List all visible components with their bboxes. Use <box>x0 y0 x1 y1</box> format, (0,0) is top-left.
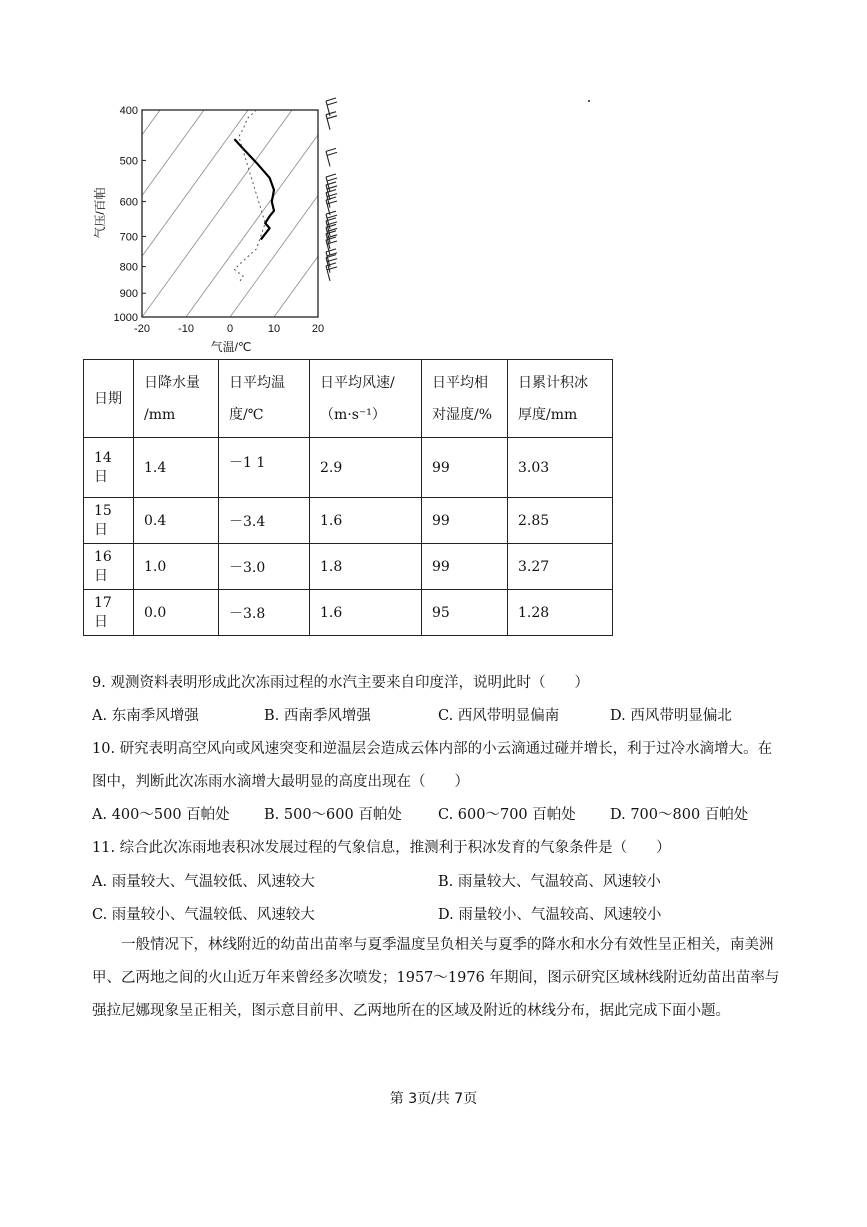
table-cell: 3.03 <box>508 438 613 498</box>
observation-table <box>83 359 613 636</box>
temperature-pressure-chart <box>90 95 370 357</box>
question-9-stem: 9. 观测资料表明形成此次冻雨过程的水汽主要来自印度洋，说明此时（ ） <box>92 675 589 691</box>
table-cell: 0.4 <box>134 498 219 544</box>
table-cell: 1.0 <box>134 544 219 590</box>
page-footer: 第 3页/共 7页 <box>389 1091 478 1107</box>
x-tick-label: 10 <box>267 323 281 335</box>
table-cell: 16日 <box>84 544 134 590</box>
table-cell: 1.28 <box>508 590 613 636</box>
wind-barb-flag <box>326 98 336 101</box>
isotherm-line <box>274 110 370 317</box>
y-tick-labels <box>114 105 146 324</box>
table-cell: 2.85 <box>508 498 613 544</box>
table-header-row <box>84 360 613 438</box>
q10-option-d[interactable]: D. 700～800 百帕处 <box>610 807 749 823</box>
table-cell: 1.6 <box>310 590 422 636</box>
q10-option-c[interactable]: C. 600～700 百帕处 <box>438 807 576 823</box>
q11-option-d[interactable]: D. 雨量较小、气温较高、风速较小 <box>438 907 662 923</box>
plot-frame <box>142 110 318 317</box>
table-cell: －3.4 <box>219 498 310 544</box>
isotherm-line <box>98 110 248 317</box>
y-tick-label: 400 <box>119 105 138 117</box>
isotherm-line <box>142 110 292 317</box>
reading-passage: 一般情况下，林线附近的幼苗出苗率与夏季温度呈负相关与夏季的降水和水分有效性呈正相关，南美洲甲、乙两地之间的火山近万年来曾经多次喷发；1957～1976 年期间，图示研究区域林线附近幼苗出苗率与强拉尼娜现象呈正相关，图示意目前甲、乙两地所在的区域及附近的林线分布，据此完成下面小题。 <box>92 937 780 1019</box>
q11-option-b[interactable]: B. 雨量较大、气温较高、风速较小 <box>438 874 661 890</box>
header-precip: 日降水量 /mm <box>134 360 219 438</box>
wind-barb-flag <box>327 152 337 155</box>
table-cell: 99 <box>422 438 508 498</box>
table-cell: 3.27 <box>508 544 613 590</box>
y-tick-label: 500 <box>119 155 138 168</box>
x-axis-label: 气温/℃ <box>210 340 252 354</box>
isotherm-line <box>186 110 336 317</box>
table-cell: 14日 <box>84 438 134 498</box>
question-10-stem-line2: 图中，判断此次冻雨水滴增大最明显的高度出现在（ ） <box>92 774 469 790</box>
table-cell: －1 1 <box>219 438 310 498</box>
table-cell: 1.8 <box>310 544 422 590</box>
y-tick-label: 900 <box>119 288 138 301</box>
wind-barb-flag <box>327 102 337 105</box>
dewpoint-curve <box>234 110 265 283</box>
y-tick-label: 600 <box>119 196 138 209</box>
x-tick-label: -10 <box>178 323 194 335</box>
wind-barb-flag <box>327 116 337 119</box>
y-tick-label: 800 <box>119 261 138 274</box>
wind-barb-flag <box>326 112 336 115</box>
isotherm-line <box>230 110 370 317</box>
y-tick-label: 1000 <box>113 312 138 324</box>
table-row <box>84 498 613 544</box>
x-tick-labels <box>134 323 324 335</box>
y-axis-label: 气压/百帕 <box>93 187 107 239</box>
question-10-stem-line1: 10. 研究表明高空风向或风速突变和逆温层会造成云体内部的小云滴通过碰并增长，利于过冷水滴增大。在 <box>92 741 773 757</box>
table-cell: －3.0 <box>219 544 310 590</box>
q9-option-a[interactable]: A. 东南季风增强 <box>92 708 199 724</box>
sounding-curves <box>234 110 274 283</box>
temperature-curve <box>234 139 274 240</box>
wind-barb-staff <box>326 266 330 281</box>
table-cell: 0.0 <box>134 590 219 636</box>
table-cell: 99 <box>422 544 508 590</box>
header-temp: 日平均温 度/℃ <box>219 360 310 438</box>
table-row <box>84 590 613 636</box>
q9-option-c[interactable]: C. 西风带明显偏南 <box>438 708 560 724</box>
scan-speck <box>588 100 590 102</box>
table-row <box>84 544 613 590</box>
table-cell: 15日 <box>84 498 134 544</box>
table-cell: 95 <box>422 590 508 636</box>
table-cell: 2.9 <box>310 438 422 498</box>
q10-option-a[interactable]: A. 400～500 百帕处 <box>92 807 230 823</box>
table-cell: 1.4 <box>134 438 219 498</box>
q11-option-c[interactable]: C. 雨量较小、气温较低、风速较大 <box>92 907 315 923</box>
q10-option-b[interactable]: B. 500～600 百帕处 <box>264 807 402 823</box>
table-cell: 99 <box>422 498 508 544</box>
header-date: 日期 <box>84 360 134 438</box>
y-tick-label: 700 <box>119 231 138 244</box>
question-11-stem: 11. 综合此次冻雨地表积冰发展过程的气象信息，推测利于积冰发育的气象条件是（ ） <box>92 840 671 856</box>
x-tick-label: -20 <box>134 323 150 335</box>
isotherm-line <box>318 110 370 317</box>
q11-option-a[interactable]: A. 雨量较大、气温较低、风速较大 <box>92 874 315 890</box>
header-ice: 日累计积冰 厚度/mm <box>508 360 613 438</box>
x-tick-label: 20 <box>311 323 325 335</box>
header-wind: 日平均风速/ （m·s⁻¹） <box>310 360 422 438</box>
wind-barb-flag <box>326 148 336 151</box>
table-cell: －3.8 <box>219 590 310 636</box>
table-cell: 17日 <box>84 590 134 636</box>
isotherm-line <box>90 110 204 317</box>
table-row <box>84 438 613 498</box>
q9-option-d[interactable]: D. 西风带明显偏北 <box>610 708 732 724</box>
q9-option-b[interactable]: B. 西南季风增强 <box>264 708 371 724</box>
wind-barb-flag <box>326 174 336 177</box>
wind-barbs <box>326 98 337 281</box>
wind-barb-staff <box>326 115 330 130</box>
header-humidity: 日平均相 对湿度/% <box>422 360 508 438</box>
wind-barb-staff <box>326 151 330 166</box>
table-cell: 1.6 <box>310 498 422 544</box>
wind-barb-flag <box>326 249 336 252</box>
wind-barb-flag <box>327 178 337 181</box>
x-tick-label: 0 <box>226 323 234 335</box>
wind-barb-flag <box>326 211 336 214</box>
